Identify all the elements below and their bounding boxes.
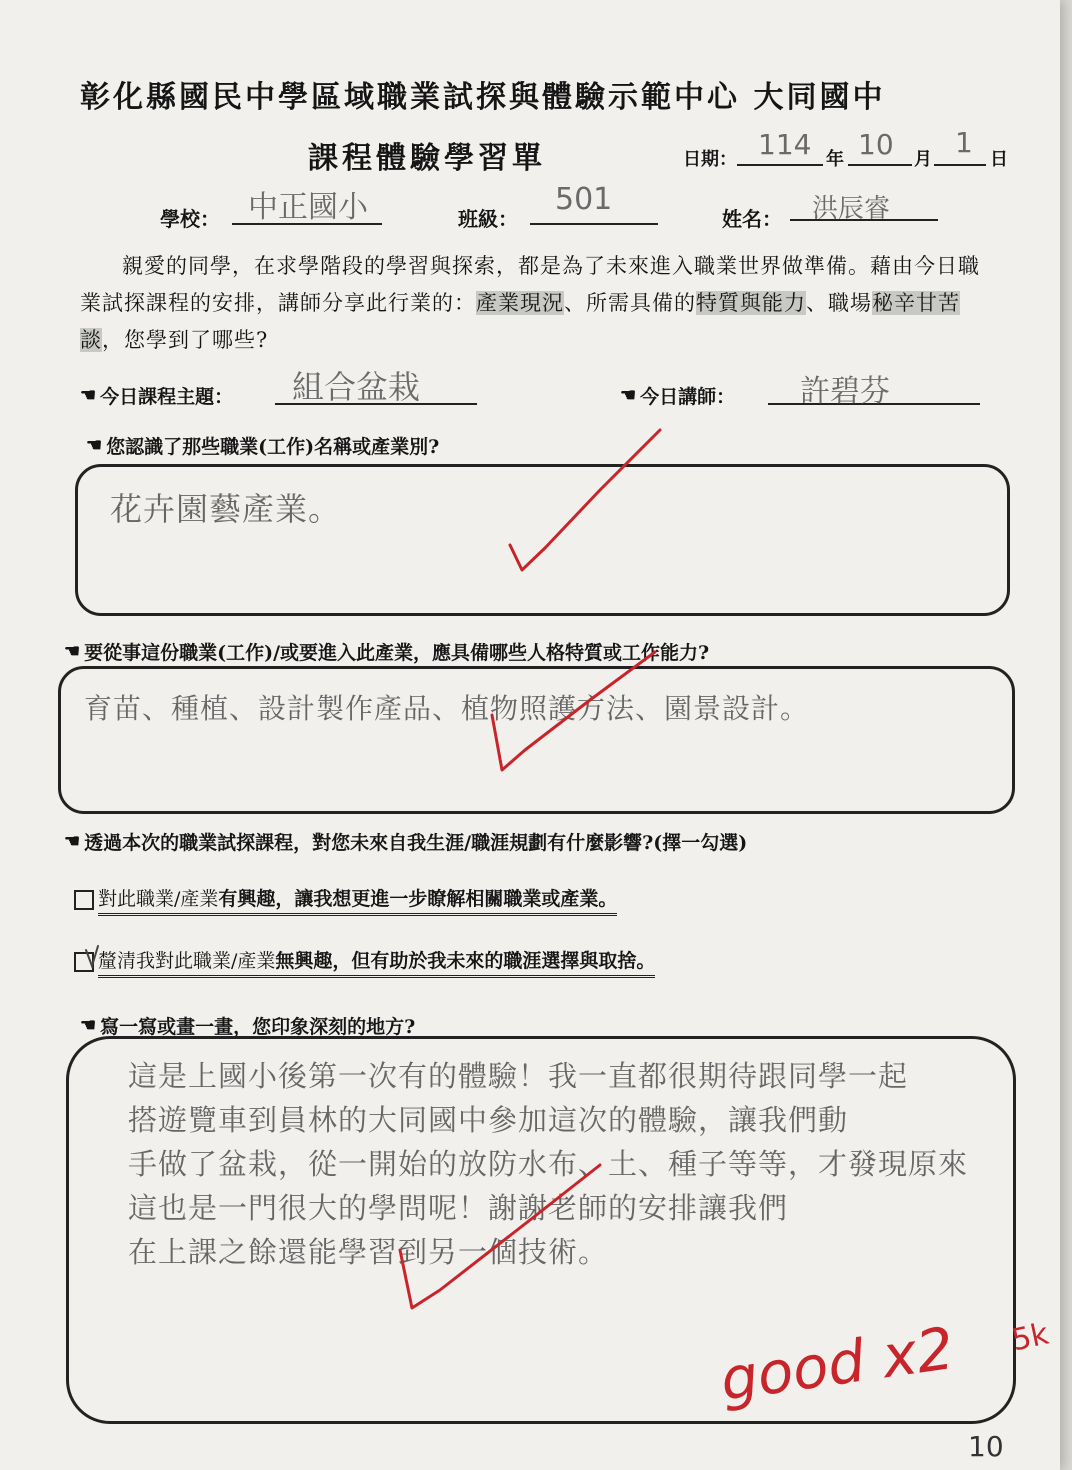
option-2-prefix: 釐清我對此職業/產業 bbox=[98, 950, 276, 972]
grading-comment: good x2 bbox=[716, 1314, 958, 1414]
name-value: 洪辰睿 bbox=[812, 194, 891, 224]
date-day-unit: 日 bbox=[990, 149, 1008, 170]
answer-4-line: 這是上國小後第一次有的體驗！我一直都很期待跟同學一起 bbox=[128, 1059, 909, 1093]
question-4 bbox=[80, 1012, 415, 1039]
intro-text-1: 親愛的同學，在求學階段的學習與探索，都是為了未來進入職業世界做準備。藉由今日職業試探課程的安排，講師分享此行業的： bbox=[80, 254, 980, 315]
option-interested[interactable] bbox=[74, 884, 617, 916]
intro-highlight-secrets: 秘辛甘苦談 bbox=[80, 291, 960, 352]
question-3-text: 透過本次的職業試探課程，對您未來自我生涯/職涯規劃有什麼影響?(擇一勾選) bbox=[84, 832, 748, 854]
date-label: 日期： bbox=[683, 149, 737, 170]
page-title: 彰化縣國民中學區域職業試探與體驗示範中心 大同國中 bbox=[80, 80, 886, 115]
date-year-line bbox=[737, 164, 823, 166]
answer-1-text: 花卉園藝產業。 bbox=[110, 490, 342, 528]
teacher-row bbox=[620, 382, 735, 409]
class-line bbox=[530, 223, 658, 225]
teacher-value: 許碧芬 bbox=[800, 374, 890, 409]
answer-4-lines bbox=[128, 1054, 968, 1274]
teacher-label: 今日講師： bbox=[640, 386, 736, 408]
checkbox-interested[interactable] bbox=[74, 890, 94, 910]
intro-highlight-traits: 特質與能力 bbox=[696, 291, 806, 315]
topic-label: 今日課程主題： bbox=[100, 386, 234, 408]
answer-4-line: 在上課之餘還能學習到另一個技術。 bbox=[128, 1235, 609, 1269]
answer-box-2[interactable] bbox=[58, 666, 1015, 814]
question-4-text: 寫一寫或畫一畫，您印象深刻的地方? bbox=[100, 1016, 416, 1038]
question-3 bbox=[64, 828, 747, 855]
option-1-keyword: 有興趣 bbox=[218, 888, 276, 910]
question-2 bbox=[64, 638, 709, 665]
grading-score-b: 10 bbox=[968, 1430, 1004, 1463]
question-1 bbox=[86, 432, 439, 459]
option-2-suffix: ，但有助於我未來的職涯選擇與取捨。 bbox=[332, 950, 656, 972]
answer-4-line: 搭遊覽車到員林的大同國中參加這次的體驗，讓我們動 bbox=[128, 1103, 849, 1137]
answer-box-1[interactable] bbox=[75, 464, 1010, 616]
hand-pointer-icon: ☚ bbox=[80, 385, 97, 406]
answer-2-text: 育苗、種植、設計製作產品、植物照護方法、園景設計。 bbox=[84, 692, 810, 725]
name-label: 姓名： bbox=[722, 207, 782, 231]
intro-text-3: 、職場 bbox=[806, 291, 872, 315]
answer-4-line: 這也是一門很大的學問呢！謝謝老師的安排讓我們 bbox=[128, 1191, 789, 1225]
checkbox-not-interested[interactable] bbox=[74, 952, 94, 972]
hand-pointer-icon: ☚ bbox=[64, 641, 81, 662]
page-subtitle: 課程體驗學習單 bbox=[308, 141, 546, 176]
grading-score-a: 5k bbox=[1008, 1316, 1052, 1359]
date-month-value: 10 bbox=[858, 128, 894, 161]
school-label: 學校： bbox=[160, 207, 220, 231]
intro-text-4: ，您學到了哪些? bbox=[102, 328, 269, 352]
intro-paragraph bbox=[80, 248, 1000, 359]
date-day-value: 1 bbox=[955, 126, 973, 159]
class-value: 501 bbox=[555, 182, 613, 217]
hand-pointer-icon: ☚ bbox=[620, 385, 637, 406]
option-1-prefix: 對此職業/產業 bbox=[98, 888, 219, 910]
date-month-unit: 月 bbox=[914, 149, 932, 170]
option-2-keyword: 無興趣 bbox=[275, 950, 333, 972]
topic-value: 組合盆栽 bbox=[292, 368, 421, 406]
date-day-line bbox=[934, 164, 986, 166]
intro-text-2: 、所需具備的 bbox=[564, 291, 696, 315]
answer-4-line: 手做了盆栽，從一開始的放防水布、土、種子等等，才發現原來 bbox=[128, 1147, 969, 1181]
question-2-text: 要從事這份職業(工作)/或要進入此產業，應具備哪些人格特質或工作能力? bbox=[84, 642, 710, 664]
option-not-interested[interactable] bbox=[74, 946, 655, 978]
hand-pointer-icon: ☚ bbox=[86, 435, 103, 456]
question-1-text: 您認識了那些職業(工作)名稱或產業別? bbox=[106, 436, 440, 458]
topic-row bbox=[80, 382, 233, 409]
hand-pointer-icon: ☚ bbox=[64, 831, 81, 852]
hand-pointer-icon: ☚ bbox=[80, 1015, 97, 1036]
school-value: 中正國小 bbox=[248, 190, 368, 225]
date-year-unit: 年 bbox=[826, 149, 844, 170]
option-1-suffix: ，讓我想更進一步瞭解相關職業或產業。 bbox=[275, 888, 618, 910]
date-month-line bbox=[848, 164, 912, 166]
date-year-value: 114 bbox=[758, 128, 812, 161]
intro-highlight-status: 產業現況 bbox=[476, 291, 564, 315]
class-label: 班級： bbox=[458, 207, 518, 231]
